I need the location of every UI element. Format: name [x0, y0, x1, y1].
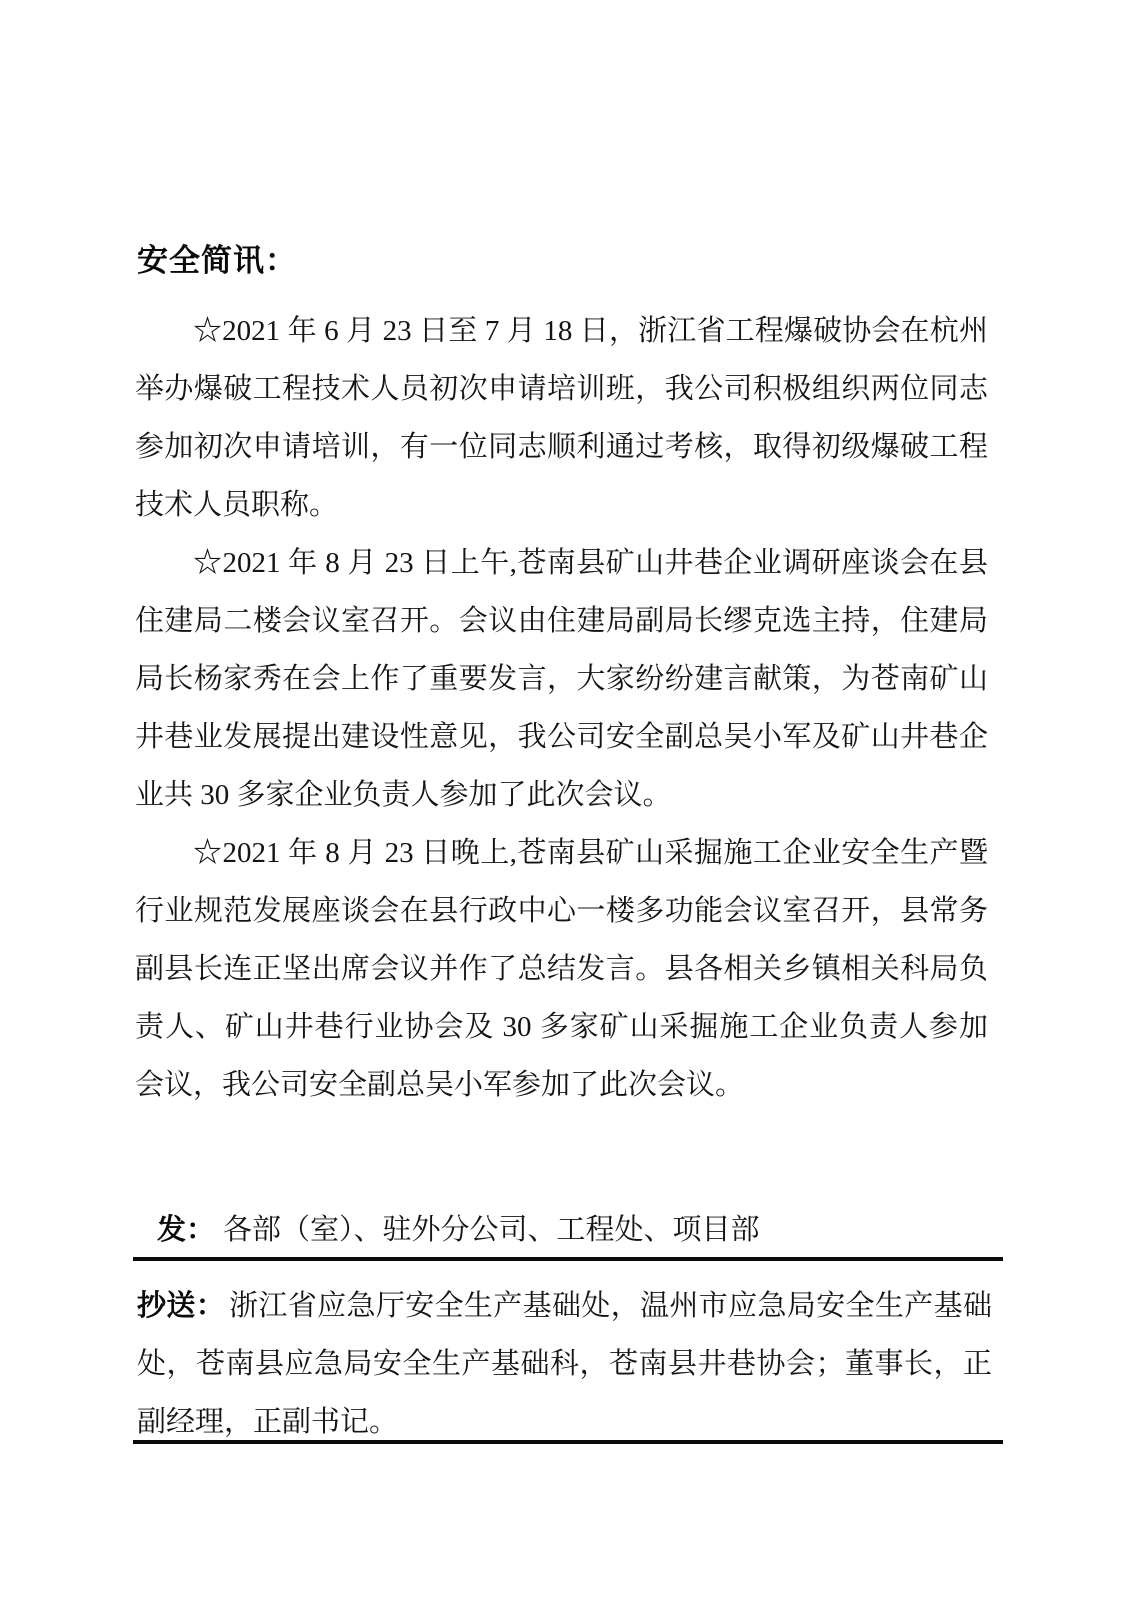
news-item-3: ☆2021 年 8 月 23 日晚上,苍南县矿山采掘施工企业安全生产暨行业规范发展座谈会在县行政中心一楼多功能会议室召开，县常务副县长连正坚出席会议并作了总结发言。县各相关乡镇相关科局负责人、矿山井巷行业协会及 30 多家矿山采掘施工企业负责人参加会议，我公司安全副总吴小军参加了此次会议。	[135, 837, 988, 1101]
news-item-2: ☆2021 年 8 月 23 日上午,苍南县矿山井巷企业调研座谈会在县住建局二楼会议室召开。会议由住建局副局长缪克选主持，住建局局长杨家秀在会上作了重要发言，大家纷纷建言献策，为苍南矿山井巷业发展提出建设性意见，我公司安全副总吴小军及矿山井巷企业共 30 多家企业负责人参加了此次会议。	[135, 547, 988, 811]
send-to-list: 各部（室）、驻外分公司、工程处、项目部	[223, 1214, 760, 1246]
divider-line-top	[133, 1257, 1003, 1261]
section-title: 安全简讯：	[137, 243, 297, 278]
copy-to-row	[137, 1277, 992, 1451]
news-item-1: ☆2021 年 6 月 23 日至 7 月 18 日，浙江省工程爆破协会在杭州举办爆破工程技术人员初次申请培训班，我公司积极组织两位同志参加初次申请培训，有一位同志顺利通过考核，取得初级爆破工程技术人员职称。	[135, 315, 988, 521]
send-to-row	[157, 1208, 997, 1252]
send-to-label: 发：	[157, 1214, 216, 1246]
copy-to-label: 抄送：	[137, 1290, 226, 1322]
divider-line-bottom	[133, 1439, 1003, 1444]
copy-to-list: 浙江省应急厅安全生产基础处，温州市应急局安全生产基础处，苍南县应急局安全生产基础科，苍南县井巷协会；董事长，正副经理，正副书记。	[137, 1290, 992, 1438]
news-body	[135, 302, 988, 1114]
